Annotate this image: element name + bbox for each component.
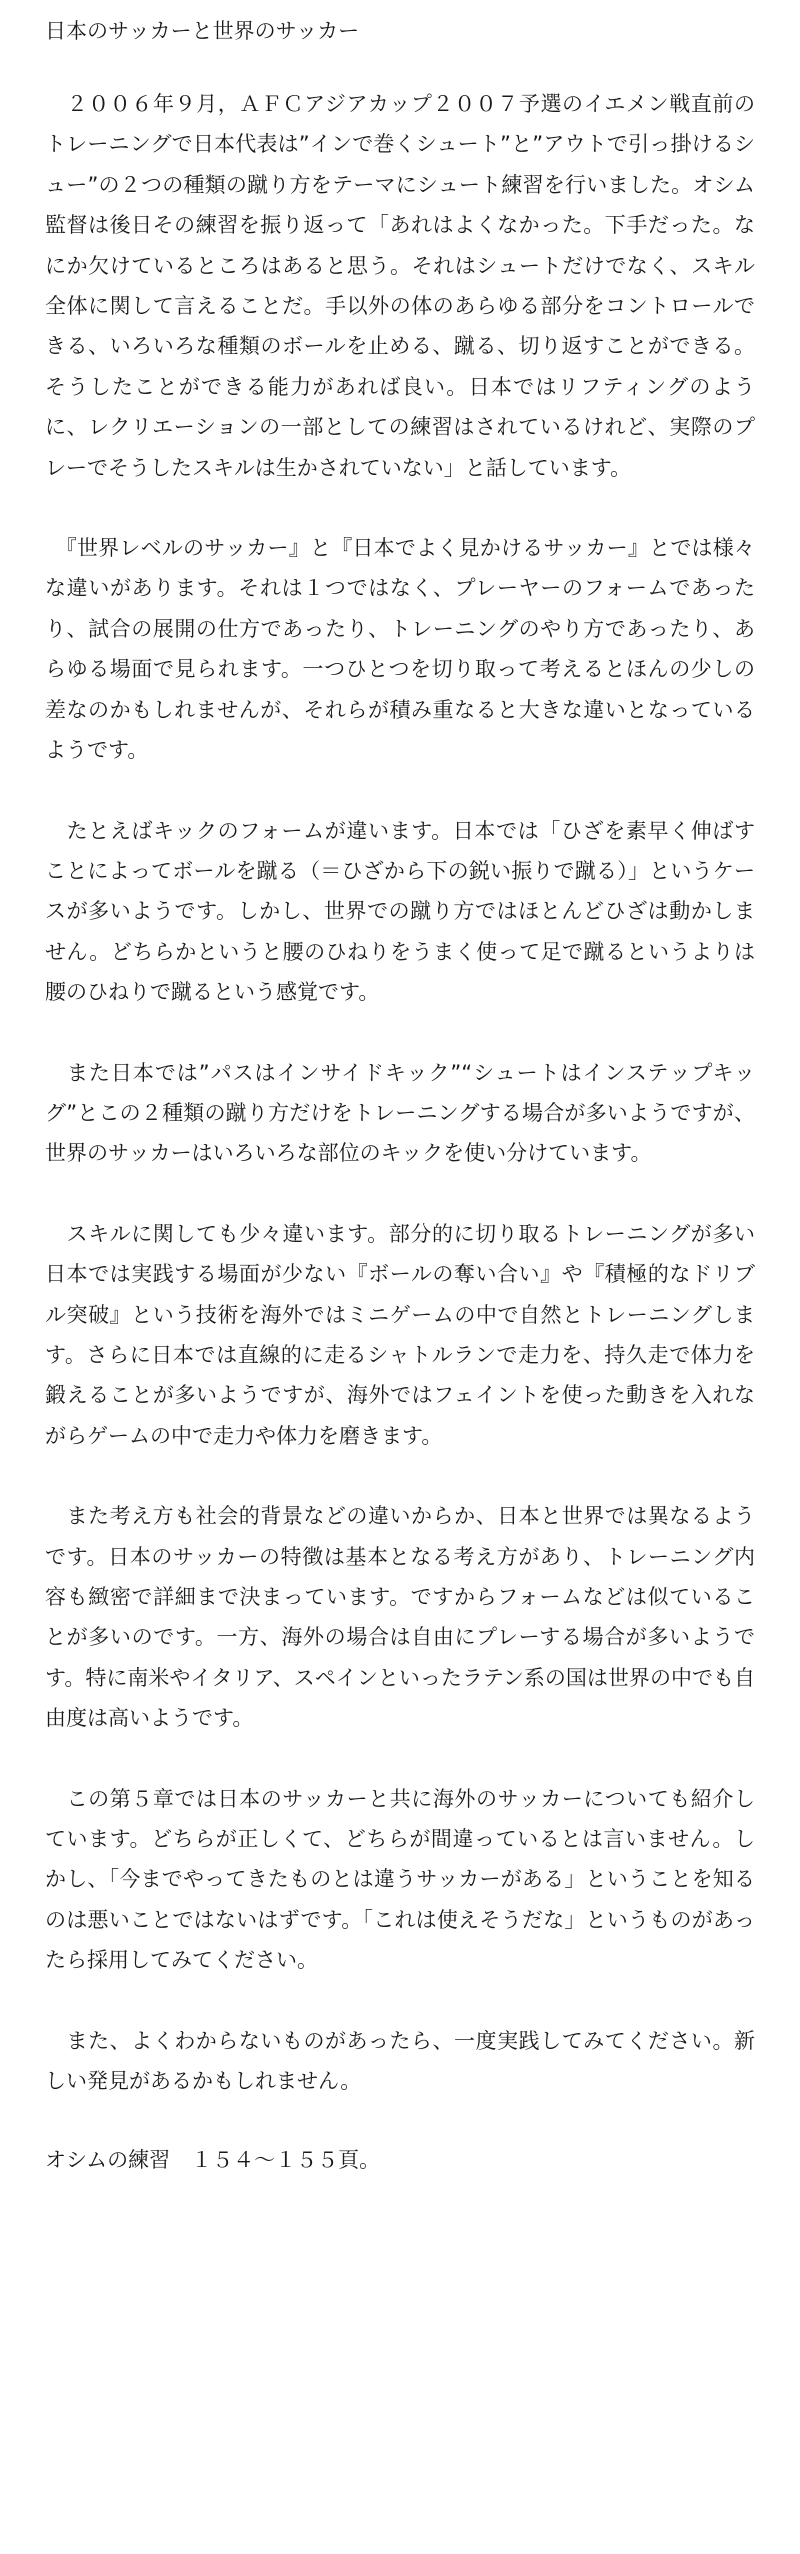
paragraph-3: たとえばキックのフォームが違います。日本では「ひざを素早く伸ばすことによってボールを蹴る（＝ひざから下の鋭い振りで蹴る）」というケースが多いようです。しかし、世界での蹴り方ではほとんどひざは動かしません。どちらかというと腰のひねりをうまく使って足で蹴るというよりは腰のひねりで蹴るという感覚です。: [45, 818, 755, 1005]
paragraph-5: スキルに関しても少々違います。部分的に切り取るトレーニングが多い日本では実践する場面が少ない『ボールの奪い合い』や『積極的なドリブル突破』という技術を海外ではミニゲームの中で自然とトレーニングします。さらに日本では直線的に走るシャトルランで走力を、持久走で体力を鍛えることが多いようですが、海外ではフェイントを使った動きを入れながらゲームの中で走力や体力を磨きます。: [45, 1221, 755, 1448]
paragraph-8: また、よくわからないものがあったら、一度実践してみてください。新しい発見があるかもしれません。: [45, 2028, 755, 2094]
document-title: 日本のサッカーと世界のサッカー: [45, 19, 360, 43]
paragraph-4: また日本では”パスはインサイドキック”“シュートはインステップキッグ”とこの２種類の蹴り方だけをトレーニングする場合が多いようですが、世界のサッカーはいろいろな部位のキックを使い分けています。: [45, 1060, 755, 1166]
paragraph-2: 『世界レベルのサッカー』と『日本でよく見かけるサッカー』とでは様々な違いがあります。それは１つではなく、プレーヤーのフォームであったり、試合の展開の仕方であったり、トレーニングのやり方であったり、あらゆる場面で見られます。一つひとつを切り取って考えるとほんの少しの差なのかもしれませんが、それらが積み重なると大きな違いとなっているようです。: [45, 536, 755, 763]
paragraph-1: ２００６年９月，ＡＦＣアジアカップ２００７予選のイエメン戦直前のトレーニングで日本代表は”インで巻くシュート”と”アウトで引っ掛けるシュー”の２つの種類の蹴り方をテーマにシュート練習を行いました。オシム監督は後日その練習を振り返って「あれはよくなかった。下手だった。なにか欠けているところはあると思う。それはシュートだけでなく、スキル全体に関して言えることだ。手以外の体のあらゆる部分をコントロールできる、いろいろな種類のボールを止める、蹴る、切り返すことができる。そうしたことができる能力があれば良い。日本ではリフティングのように、レクリエーションの一部としての練習はされているけれど、実際のプレーでそうしたスキルは生かされていない」と話しています。: [45, 92, 755, 480]
document-page: [45, 12, 755, 2179]
source-citation: オシムの練習 １５４～１５５頁。: [45, 2148, 381, 2173]
paragraph-6: また考え方も社会的背景などの違いからか、日本と世界では異なるようです。日本のサッカーの特徴は基本となる考え方があり、トレーニング内容も緻密で詳細まで決まっています。ですからフォームなどは似ていることが多いのです。一方、海外の場合は自由にプレーする場合が多いようです。特に南米やイタリア、スペインといったラテン系の国は世界の中でも自由度は高いようです。: [45, 1504, 755, 1731]
paragraph-7: この第５章では日本のサッカーと共に海外のサッカーについても紹介しています。どちらが正しくて、どちらが間違っているとは言いません。しかし、「今までやってきたものとは違うサッカーがある」ということを知るのは悪いことではないはずです。「これは使えそうだな」というものがあったら採用してみてください。: [45, 1786, 755, 1973]
